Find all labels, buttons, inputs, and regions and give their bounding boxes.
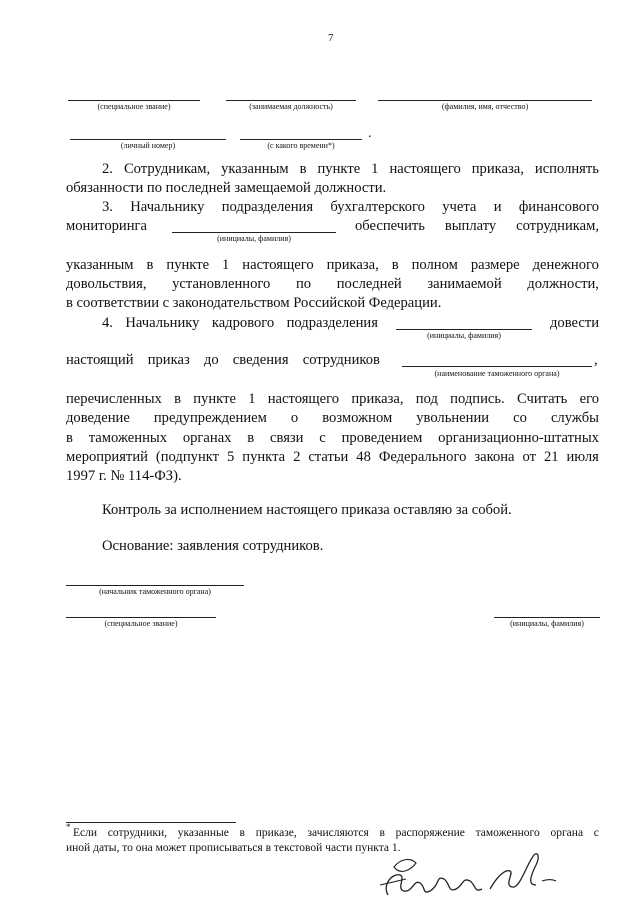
header-dot: . [368, 126, 372, 141]
rank-signature-caption: (специальное звание) [104, 619, 178, 628]
customs-body-field-caption: (наименование таможенного органа) [434, 369, 560, 378]
para4-line2-comma: , [594, 352, 598, 368]
customs-body-field-line [402, 366, 592, 367]
since-field-line [240, 139, 362, 140]
initials-signature-line [494, 617, 600, 618]
para4-line6: мероприятий (подпункт 5 пункта 2 статьи 48 Федерального закона от 21 июля [66, 449, 599, 465]
name-field-caption: (фамилия, имя, отчество) [441, 102, 529, 111]
head-signature-caption: (начальник таможенного органа) [99, 587, 211, 596]
since-field-caption: (с какого времени*) [267, 141, 335, 150]
footnote-line1: Если сотрудники, указанные в приказе, зачисляются в распоряжение таможенного органа с [73, 827, 599, 839]
footnote-marker: * [66, 822, 71, 832]
page-number: 7 [328, 32, 334, 44]
para2-line1: 2. Сотрудникам, указанным в пункте 1 настоящего приказа, исполнять [102, 161, 599, 177]
name-field-line [378, 100, 592, 101]
para3-line2-end: обеспечить выплату сотрудникам, [355, 218, 599, 234]
hr-head-field-line [396, 329, 532, 330]
para2-line2: обязанности по последней замещаемой должности. [66, 180, 387, 196]
para3-line4: довольствия, установленного по последней занимаемой должности, [66, 276, 599, 292]
footnote-separator [66, 822, 236, 823]
para4-line1-end: довести [550, 315, 600, 331]
para3-line3: указанным в пункте 1 настоящего приказа, в полном размере денежного [66, 257, 599, 273]
para4-line1-start: 4. Начальнику кадрового подразделения [102, 315, 378, 331]
para4-line2-start: настоящий приказ до сведения сотрудников [66, 352, 380, 368]
control-statement: Контроль за исполнением настоящего приказа оставляю за собой. [102, 502, 512, 518]
initials-signature-caption: (инициалы, фамилия) [510, 619, 584, 628]
rank-field-line [68, 100, 200, 101]
para4-line5: в таможенных органах в связи с проведением организационно-штатных [66, 430, 599, 446]
rank-signature-line [66, 617, 216, 618]
accounting-head-field-caption: (инициалы, фамилия) [217, 234, 291, 243]
personal-number-field-caption: (личный номер) [120, 141, 176, 150]
para3-line2-start: мониторинга [66, 218, 148, 234]
rank-field-caption: (специальное звание) [97, 102, 171, 111]
para4-line3: перечисленных в пункте 1 настоящего приказа, под подпись. Считать его [66, 391, 599, 407]
position-field-line [226, 100, 356, 101]
head-signature-line [66, 585, 244, 586]
para3-line1: 3. Начальнику подразделения бухгалтерского учета и финансового [102, 199, 599, 215]
para4-line7: 1997 г. № 114-ФЗ). [66, 468, 182, 484]
para4-line4: доведение предупреждением о возможном увольнении со службы [66, 410, 599, 426]
handwritten-signature [370, 845, 570, 905]
hr-head-field-caption: (инициалы, фамилия) [427, 331, 501, 340]
accounting-head-field-line [172, 232, 336, 233]
para3-line5: в соответствии с законодательством Российской Федерации. [66, 295, 442, 311]
footnote-line2: иной даты, то она может прописываться в текстовой части пункта 1. [66, 842, 401, 854]
position-field-caption: (занимаемая должность) [249, 102, 333, 111]
personal-number-field-line [70, 139, 226, 140]
basis-statement: Основание: заявления сотрудников. [102, 538, 324, 554]
